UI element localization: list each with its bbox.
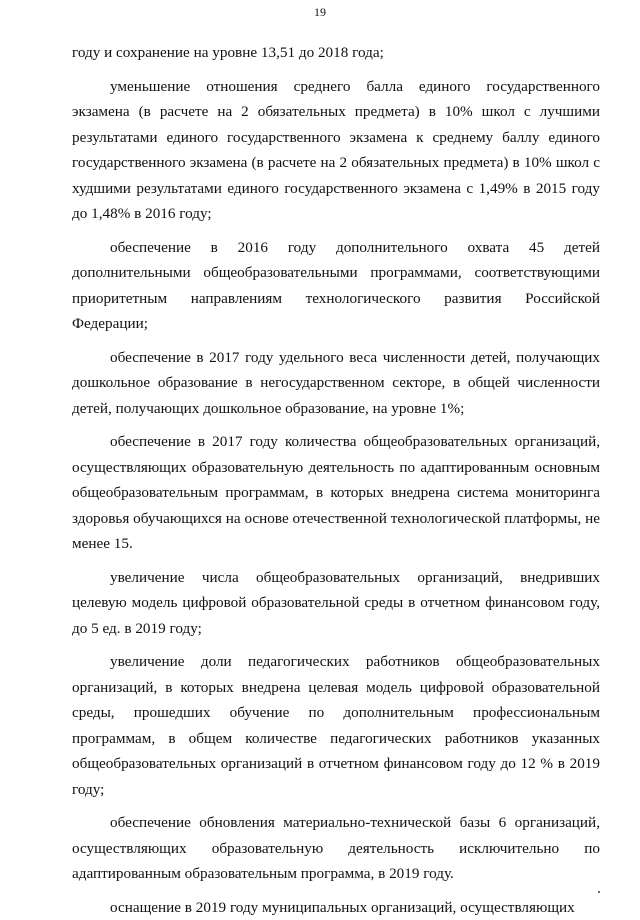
- paragraph-exam-score-ratio: уменьшение отношения среднего балла единого государственного экзамена (в расчете на 2 обязательных предмета) в 10% школ с лучшими результатами единого государственного экзамена к среднему баллу единого государственного экзамена (в расчете на 2 обязательных предмета) в 10% школ с худшими результатами единого государственного экзамена с 1,49% в 2015 году до 1,48% в 2016 году;: [72, 74, 600, 227]
- paragraph-material-base-update: обеспечение обновления материально-технической базы 6 организаций, осуществляющих образовательную деятельность исключительно по адаптированным образовательным программа, в 2019 году.: [72, 810, 600, 887]
- paragraph-additional-coverage: обеспечение в 2016 году дополнительного охвата 45 детей дополнительными общеобразовательными программами, соответствующими приоритетным направлениям технологического развития Российской Федерации;: [72, 235, 600, 337]
- document-body: [72, 40, 600, 920]
- paragraph-equipment: оснащение в 2019 году муниципальных организаций, осуществляющих: [72, 895, 600, 920]
- paragraph-preschool-share: обеспечение в 2017 году удельного веса численности детей, получающих дошкольное образование в негосударственном секторе, в общей численности детей, получающих дошкольное образование, на уровне 1%;: [72, 345, 600, 422]
- scan-speck: [598, 891, 600, 893]
- page-number: 19: [0, 5, 640, 19]
- paragraph-digital-environment-count: увеличение числа общеобразовательных организаций, внедривших целевую модель цифровой образовательной среды в отчетном финансовом году, до 5 ед. в 2019 году;: [72, 565, 600, 642]
- paragraph-exam-level-continuation: году и сохранение на уровне 13,51 до 2018 года;: [72, 40, 600, 66]
- paragraph-teacher-training-share: увеличение доли педагогических работников общеобразовательных организаций, в которых внедрена целевая модель цифровой образовательной среды, прошедших обучение по дополнительным профессиональным программам, в общем количестве педагогических работников указанных общеобразовательных организаций в отчетном финансовом году до 12 % в 2019 году;: [72, 649, 600, 802]
- paragraph-health-monitoring: обеспечение в 2017 году количества общеобразовательных организаций, осуществляющих образовательную деятельность по адаптированным основным общеобразовательным программам, в которых внедрена система мониторинга здоровья обучающихся на основе отечественной технологической платформы, не менее 15.: [72, 429, 600, 557]
